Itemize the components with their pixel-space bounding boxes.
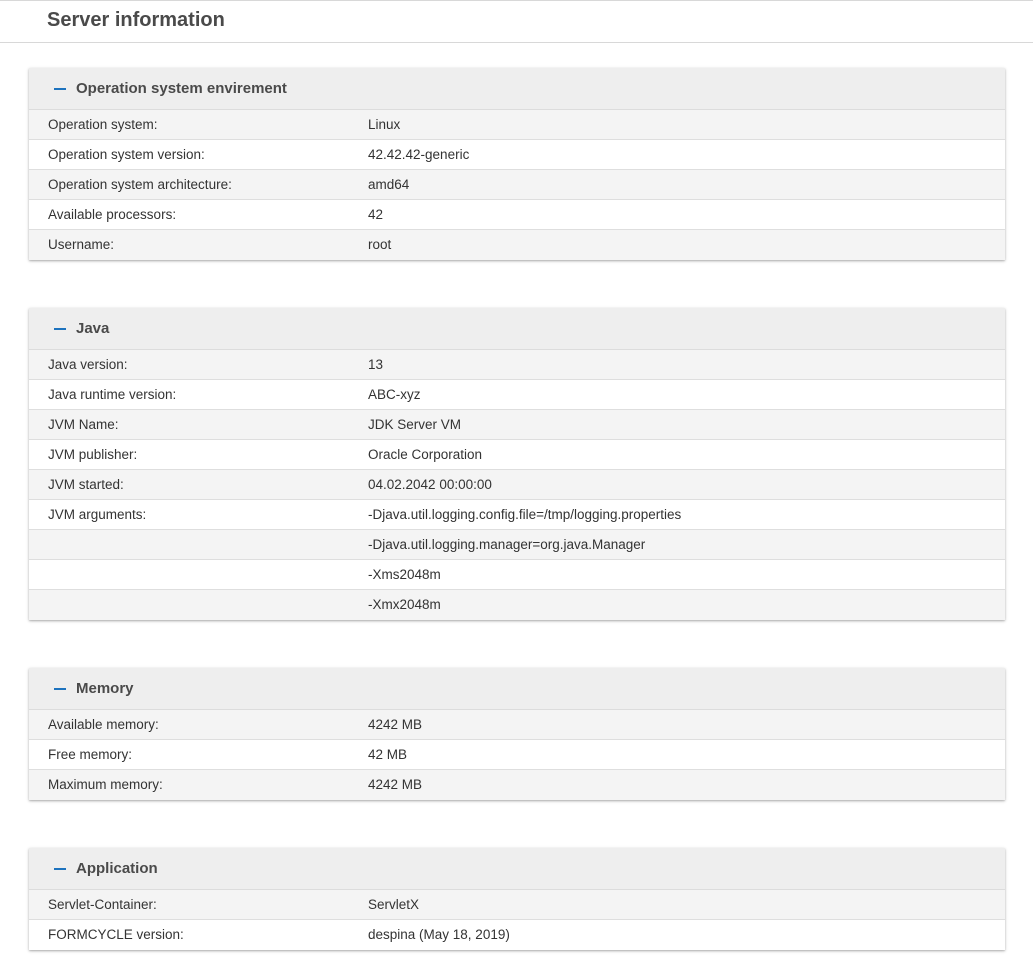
info-label: JVM publisher: [48, 447, 138, 462]
info-label: FORMCYCLE version: [48, 927, 184, 942]
panel-header[interactable] [29, 308, 1005, 350]
info-value: -Xms2048m [368, 567, 441, 582]
info-value: 13 [368, 357, 384, 372]
info-row [29, 140, 1005, 170]
info-value: -Djava.util.logging.manager=org.java.Manager [368, 537, 646, 552]
info-label: JVM Name: [48, 417, 119, 432]
info-label: Username: [48, 237, 115, 252]
collapse-icon[interactable] [54, 688, 66, 690]
page-header [0, 0, 1033, 43]
panel-title: Application [76, 860, 158, 877]
info-value: -Xmx2048m [368, 597, 441, 612]
info-row [29, 740, 1005, 770]
info-value: 4242 MB [368, 717, 423, 732]
info-row [29, 470, 1005, 500]
panel-section [29, 68, 1005, 260]
info-value: JDK Server VM [368, 417, 462, 432]
info-value: ServletX [368, 897, 420, 912]
info-label: Maximum memory: [48, 777, 163, 792]
info-value: despina (May 18, 2019) [368, 927, 510, 942]
info-row [29, 350, 1005, 380]
info-value: 4242 MB [368, 777, 423, 792]
info-label: Operation system architecture: [48, 177, 232, 192]
info-label: JVM started: [48, 477, 124, 492]
panel-header[interactable] [29, 68, 1005, 110]
info-value: -Djava.util.logging.config.file=/tmp/logging.properties [368, 507, 682, 522]
info-row [29, 890, 1005, 920]
info-row [29, 530, 1005, 560]
info-row [29, 710, 1005, 740]
info-value: 04.02.2042 00:00:00 [368, 477, 492, 492]
panel-section [29, 848, 1005, 950]
info-label: Java runtime version: [48, 387, 177, 402]
info-label: JVM arguments: [48, 507, 147, 522]
panel-section [29, 668, 1005, 800]
info-row [29, 200, 1005, 230]
panel-header[interactable] [29, 668, 1005, 710]
info-row [29, 230, 1005, 260]
info-value: Oracle Corporation [368, 447, 483, 462]
info-row [29, 920, 1005, 950]
info-row [29, 560, 1005, 590]
info-value: ABC-xyz [368, 387, 421, 402]
info-label: Operation system: [48, 117, 158, 132]
panel-title: Operation system envirement [76, 80, 287, 97]
panel-header[interactable] [29, 848, 1005, 890]
collapse-icon[interactable] [54, 88, 66, 90]
info-value: 42 [368, 207, 384, 222]
info-row [29, 380, 1005, 410]
panel-title: Java [76, 320, 110, 337]
info-row [29, 410, 1005, 440]
info-label: Available processors: [48, 207, 177, 222]
collapse-icon[interactable] [54, 868, 66, 870]
info-row [29, 440, 1005, 470]
info-row [29, 770, 1005, 800]
info-row [29, 590, 1005, 620]
info-label: Available memory: [48, 717, 159, 732]
info-value: Linux [368, 117, 401, 132]
info-label: Java version: [48, 357, 128, 372]
panel-section [29, 308, 1005, 620]
info-value: 42.42.42-generic [368, 147, 470, 162]
info-value: amd64 [368, 177, 410, 192]
info-label: Servlet-Container: [48, 897, 157, 912]
info-label: Free memory: [48, 747, 133, 762]
info-row [29, 500, 1005, 530]
panel-title: Memory [76, 680, 134, 697]
info-value: 42 MB [368, 747, 408, 762]
info-row [29, 110, 1005, 140]
page-title: Server information [47, 9, 225, 31]
info-row [29, 170, 1005, 200]
collapse-icon[interactable] [54, 328, 66, 330]
info-value: root [368, 237, 392, 252]
info-label: Operation system version: [48, 147, 205, 162]
